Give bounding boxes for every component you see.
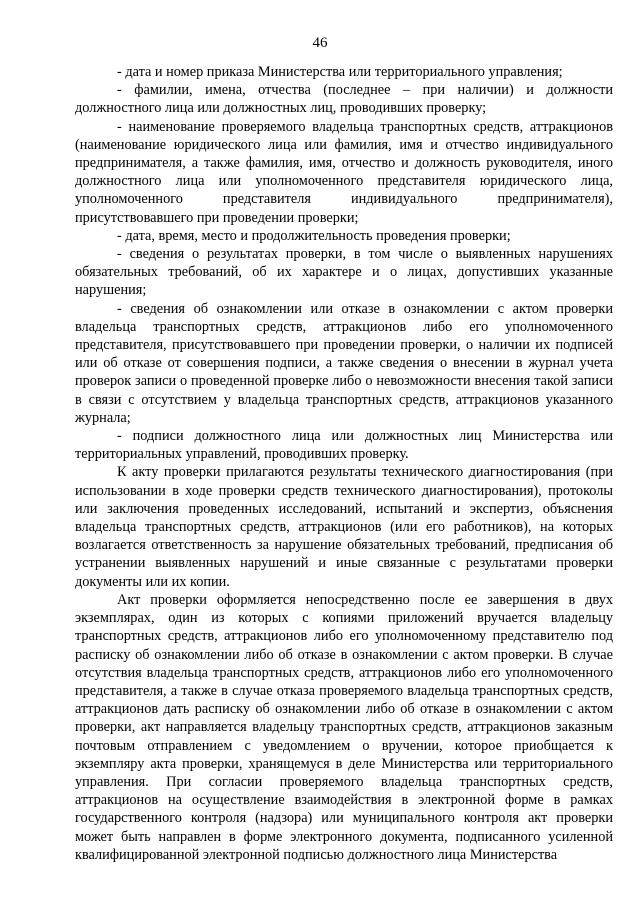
paragraph-date-time-place: - дата, время, место и продолжительность проведения проверки; <box>117 227 511 244</box>
document-body <box>75 63 613 864</box>
paragraph-order-date: - дата и номер приказа Министерства или территориального управления; <box>117 64 563 80</box>
paragraph-attachments: К акту проверки прилагаются результаты технического диагностирования (при использовании в ходе проверки средств технического диагностирования), протоколы или заключения проведенных исследований, испытаний и экспертиз, объяснения владельца транспортных средств, аттракционов (или его работников), на которых возлагается ответственность за нарушение обязательных требований, предписания об устранении выявленных нарушений и иные связанные с результатами проверки документы или их копии. <box>75 464 613 590</box>
paragraph-inspectors: - фамилии, имена, отчества (последнее – при наличии) и должности должностного лица или должностных лиц, проводивших проверку; <box>75 82 613 117</box>
paragraph-acquaintance: - сведения об ознакомлении или отказе в ознакомлении с актом проверки владельца транспортных средств, аттракционов либо его уполномоченного представителя, присутствовавшего при проведении проверки, о наличии их подписей или об отказе от совершения подписи, а также сведения о внесении в журнал учета проверок записи о проведенной проверке либо о невозможности внесения такой записи в связи с отсутствием у владельца транспортных средств, аттракционов указанного журнала; <box>75 300 613 426</box>
paragraph-results: - сведения о результатах проверки, в том числе о выявленных нарушениях обязательных требований, об их характере и о лицах, допустивших указанные нарушения; <box>75 246 613 299</box>
paragraph-owner-name: - наименование проверяемого владельца транспортных средств, аттракционов (наименование юридического лица или фамилия, имя и отчество индивидуального предпринимателя, а также фамилия, имя, отчество и должность руководителя, иного должностного лица или уполномоченного представителя юридического лица, уполномоченного представителя индивидуального предпринимателя), присутствовавшего при проведении проверки; <box>75 118 613 226</box>
paragraph-signatures: - подписи должностного лица или должностных лиц Министерства или территориальных управлений, проводивших проверку. <box>75 428 613 463</box>
paragraph-act-execution: Акт проверки оформляется непосредственно после ее завершения в двух экземплярах, один из которых с копиями приложений вручается владельцу транспортных средств, аттракционов либо его уполномоченному представителю под расписку об ознакомлении либо об отказе в ознакомлении с актом проверки. В случае отсутствия владельца транспортных средств, аттракционов либо его уполномоченного представителя, а также в случае отказа проверяемого владельца транспортных средств, аттракционов дать расписку об ознакомлении либо об отказе в ознакомлении с актом проверки, акт направляется владельцу транспортных средств, аттракционов заказным почтовым отправлением с уведомлением о вручении, которое приобщается к экземпляру акта проверки, хранящемуся в деле Министерства или территориального управления. При согласии проверяемого владельца транспортных средств, аттракционов на осуществление взаимодействия в электронной форме в рамках государственного контроля (надзора) или муниципального контроля акт проверки может быть направлен в форме электронного документа, подписанного усиленной квалифицированной электронной подписью должностного лица Министерства <box>75 591 613 863</box>
page-number: 46 <box>312 35 328 51</box>
